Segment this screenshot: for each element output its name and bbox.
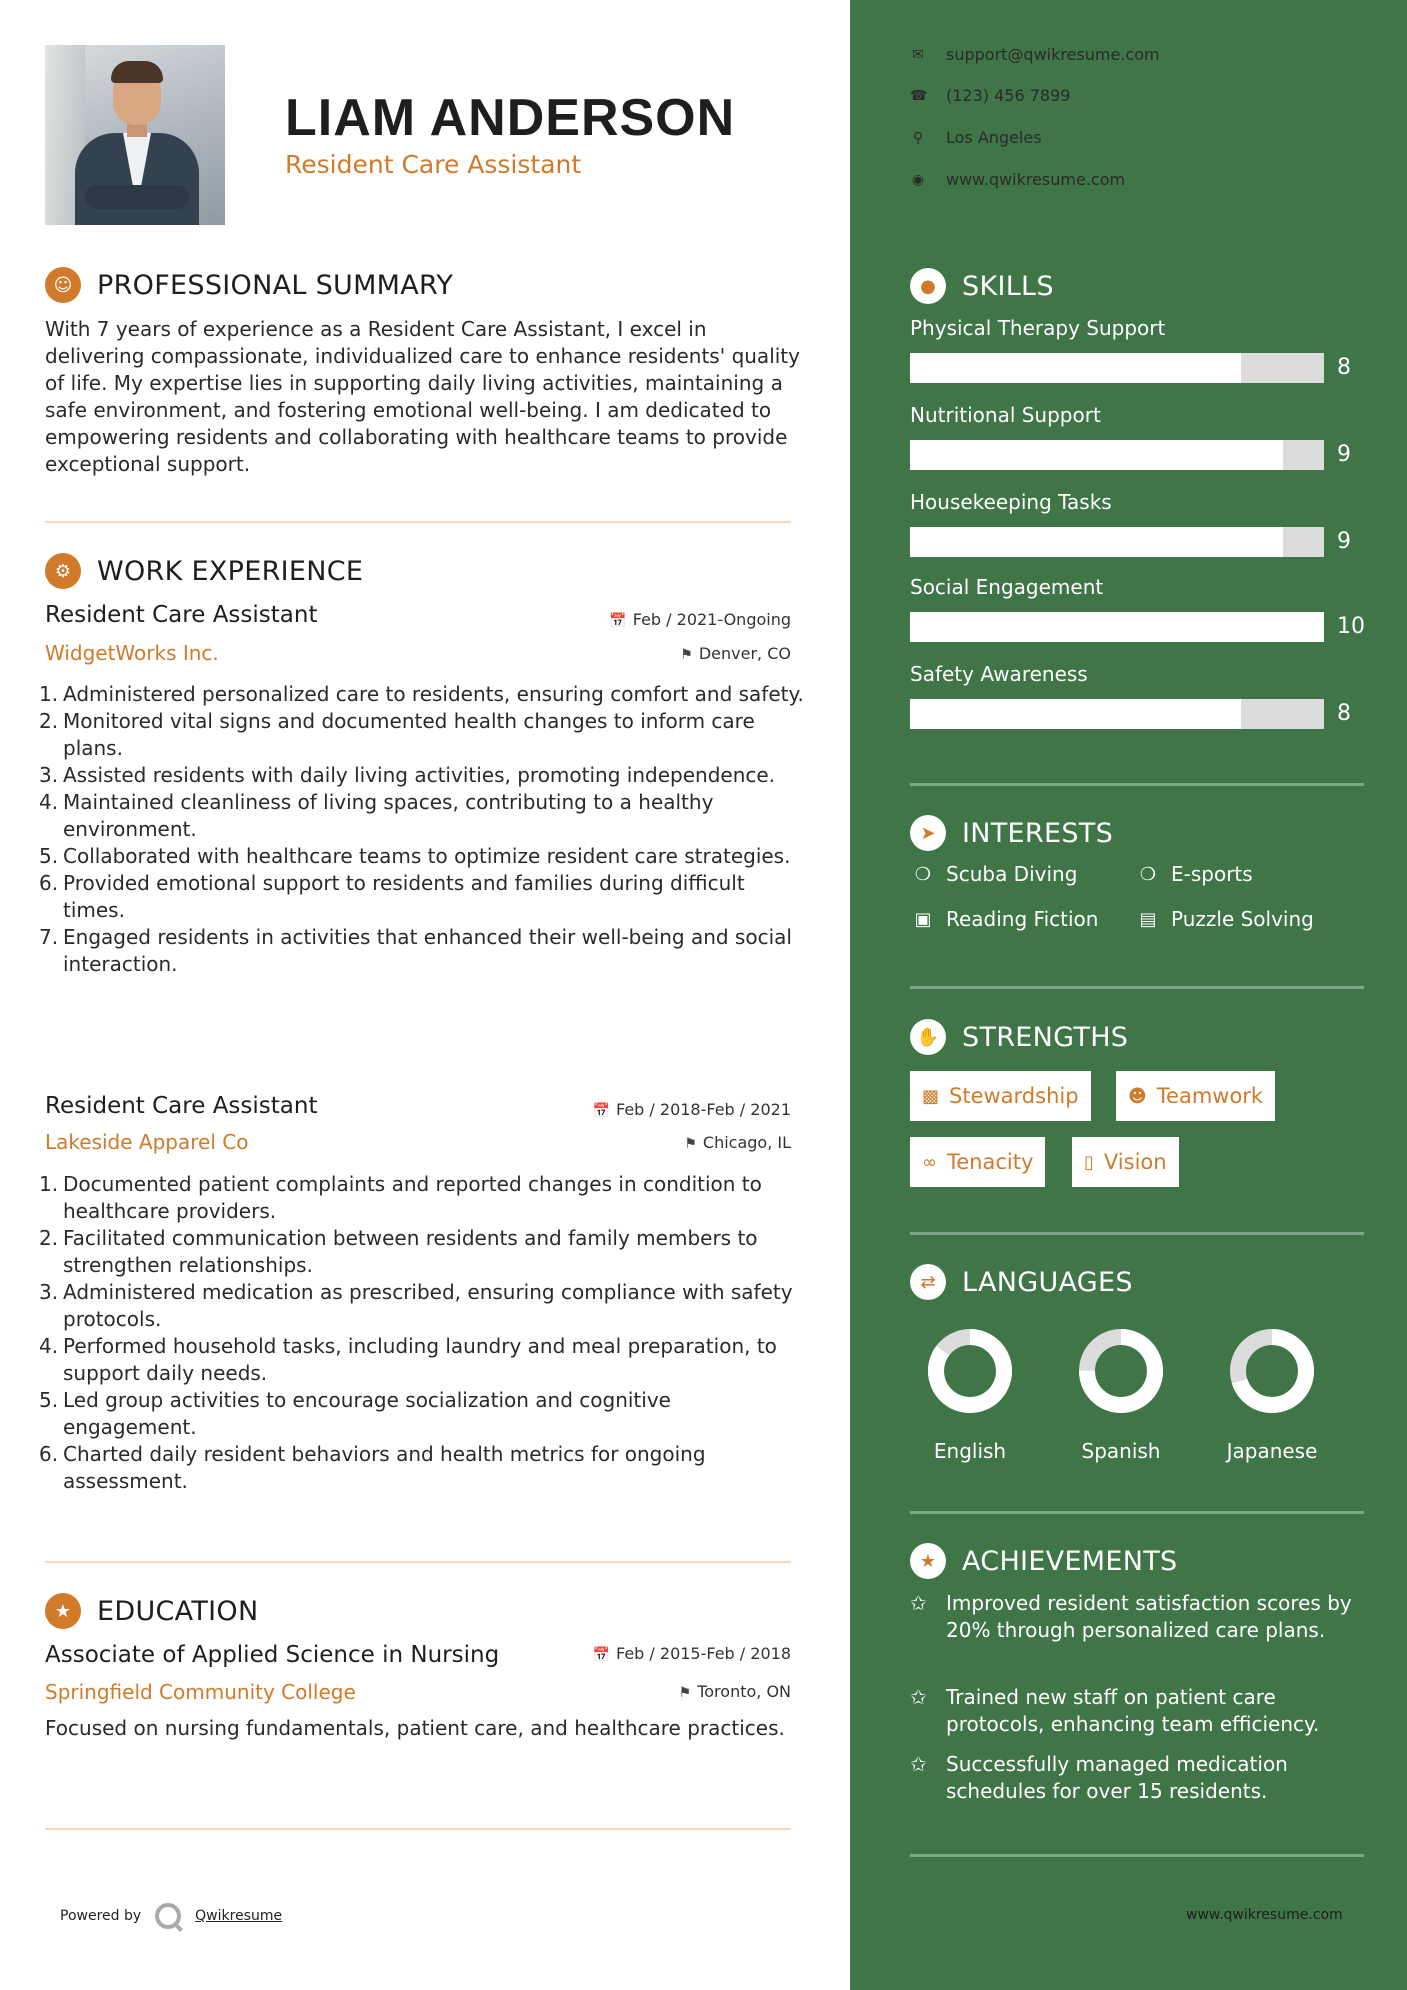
job-title: Resident Care Assistant xyxy=(45,1093,318,1119)
skill-label: Housekeeping Tasks xyxy=(910,490,1112,514)
briefcase-icon: ▩ xyxy=(922,1085,940,1107)
divider xyxy=(910,1511,1364,1514)
education-section-header xyxy=(45,1593,258,1629)
skill-bar-fill xyxy=(910,527,1283,557)
globe-icon: ◉ xyxy=(911,171,925,188)
interests-heading: INTERESTS xyxy=(962,817,1114,849)
job-duties-list xyxy=(39,1171,809,1495)
interests-section-header xyxy=(910,815,1113,851)
list-item: 1. Administered personalized care to residents, ensuring comfort and safety. xyxy=(39,682,804,706)
skill-label: Nutritional Support xyxy=(910,403,1101,427)
powered-by xyxy=(60,1903,282,1929)
hand-icon: ✋ xyxy=(910,1019,946,1055)
divider xyxy=(45,521,791,523)
degree-title: Associate of Applied Science in Nursing xyxy=(45,1642,500,1668)
qwikresume-logo-icon xyxy=(155,1903,181,1929)
life-ring-icon: ❍ xyxy=(914,863,932,885)
divider xyxy=(910,1854,1364,1857)
work-section-header xyxy=(45,553,363,589)
education-location-text: Toronto, ON xyxy=(697,1682,791,1701)
achievement-item: ✩ Successfully managed medication schedules for over 15 residents. xyxy=(910,1752,1288,1803)
list-item: 1. Documented patient complaints and reported changes in condition to healthcare providers. xyxy=(39,1172,762,1223)
achievements-section-header xyxy=(910,1543,1178,1579)
job-date xyxy=(593,1100,791,1119)
language-item xyxy=(900,1327,1040,1463)
user-icon: ☺ xyxy=(45,267,81,303)
language-item xyxy=(1051,1327,1191,1463)
education-location xyxy=(679,1682,791,1701)
job-title: Resident Care Assistant xyxy=(45,602,318,628)
summary-section-header xyxy=(45,267,453,303)
skill-value: 9 xyxy=(1337,442,1351,467)
job-company: Lakeside Apparel Co xyxy=(45,1130,249,1154)
contact-website-text: www.qwikresume.com xyxy=(946,170,1126,189)
skill-bar xyxy=(910,353,1324,383)
calendar-icon: 📅 xyxy=(609,613,627,629)
list-item: 5. Collaborated with healthcare teams to optimize resident care strategies. xyxy=(39,844,791,868)
candidate-name: LIAM ANDERSON xyxy=(285,89,736,147)
contact-phone[interactable] xyxy=(910,86,1070,105)
job-date-text: Feb / 2018-Feb / 2021 xyxy=(616,1100,791,1119)
strength-chip: ▯ Vision xyxy=(1072,1137,1179,1187)
job-date xyxy=(609,610,791,629)
job-duties-list xyxy=(39,681,809,978)
interest-item: ▣ Reading Fiction xyxy=(910,907,1098,931)
skills-heading: SKILLS xyxy=(962,270,1054,302)
translate-icon: ⇄ xyxy=(910,1264,946,1300)
summary-text: With 7 years of experience as a Resident Care Assistant, I excel in delivering compassionate, individualized care to enhance residents' quality of life. My expertise lies in supporting daily living activities, maintaining a safe environment, and fostering emotional well-being. I am dedicated to empowering residents and collaborating with healthcare teams to provide exceptional support. xyxy=(45,317,800,476)
strength-chip: ☻ Teamwork xyxy=(1116,1071,1275,1121)
pin-icon: ⚑ xyxy=(684,1136,697,1152)
language-label: English xyxy=(933,1439,1007,1463)
interest-item: ▤ Puzzle Solving xyxy=(1135,907,1314,931)
contact-location-text: Los Angeles xyxy=(946,128,1042,147)
list-item: 6. Charted daily resident behaviors and health metrics for ongoing assessment. xyxy=(39,1442,706,1493)
list-item: 3. Administered medication as prescribed, ensuring compliance with safety protocols. xyxy=(39,1280,793,1331)
phone-icon: ☎ xyxy=(910,87,928,104)
divider xyxy=(910,1232,1364,1235)
divider xyxy=(910,783,1364,786)
list-item: 6. Provided emotional support to residents and families during difficult times. xyxy=(39,871,745,922)
strength-chip: ▩ Stewardship xyxy=(910,1071,1091,1121)
star-icon: ✩ xyxy=(910,1752,927,1776)
job-location-text: Chicago, IL xyxy=(702,1133,791,1152)
skill-label: Safety Awareness xyxy=(910,662,1088,686)
pin-icon: ⚑ xyxy=(680,647,693,663)
achievement-item: ✩ Improved resident satisfaction scores by 20% through personalized care plans. xyxy=(910,1591,1352,1642)
education-date xyxy=(593,1644,791,1663)
job-date-text: Feb / 2021-Ongoing xyxy=(632,610,791,629)
skill-bar xyxy=(910,612,1324,642)
skill-label: Physical Therapy Support xyxy=(910,316,1166,340)
star-badge-icon: ★ xyxy=(910,1543,946,1579)
language-ring xyxy=(1077,1327,1165,1415)
users-icon: ☻ xyxy=(1128,1085,1147,1107)
envelope-icon: ✉ xyxy=(912,46,924,63)
contact-email[interactable] xyxy=(910,45,1160,64)
language-ring xyxy=(1228,1327,1316,1415)
gamepad-icon: ▣ xyxy=(914,908,932,930)
divider xyxy=(45,1828,791,1830)
list-item: 4. Performed household tasks, including laundry and meal preparation, to support daily needs. xyxy=(39,1334,777,1385)
contact-email-text: support@qwikresume.com xyxy=(946,45,1160,64)
skill-bar-fill xyxy=(910,440,1283,470)
strengths-heading: STRENGTHS xyxy=(962,1021,1129,1053)
divider xyxy=(45,1561,791,1563)
languages-heading: LANGUAGES xyxy=(962,1266,1133,1298)
skill-value: 9 xyxy=(1337,529,1351,554)
education-description: Focused on nursing fundamentals, patient care, and healthcare practices. xyxy=(45,1716,785,1740)
life-ring-icon: ❍ xyxy=(1139,863,1157,885)
location-pin-icon: ⚲ xyxy=(912,129,924,146)
link-icon: ∞ xyxy=(922,1151,937,1173)
briefcase-icon: ⚙ xyxy=(45,553,81,589)
languages-section-header xyxy=(910,1264,1133,1300)
summary-heading: PROFESSIONAL SUMMARY xyxy=(97,269,454,301)
pin-icon: ⚑ xyxy=(678,1685,692,1701)
book-icon: ▤ xyxy=(1139,908,1157,930)
lightbulb-icon: ● xyxy=(910,268,946,304)
work-heading: WORK EXPERIENCE xyxy=(97,555,364,587)
contact-location xyxy=(910,128,1042,147)
skill-value: 10 xyxy=(1337,614,1365,639)
list-item: 2. Monitored vital signs and documented health changes to inform care plans. xyxy=(39,709,755,760)
powered-by-label: Powered by xyxy=(60,1908,142,1924)
footer-website[interactable]: www.qwikresume.com xyxy=(1186,1907,1343,1923)
strength-chip: ∞ Tenacity xyxy=(910,1137,1045,1187)
language-ring xyxy=(926,1327,1014,1415)
graduation-cap-icon: ★ xyxy=(45,1593,81,1629)
paper-plane-icon: ➤ xyxy=(910,815,946,851)
interest-item: ❍ E-sports xyxy=(1135,862,1253,886)
language-item xyxy=(1202,1327,1342,1463)
interest-item: ❍ Scuba Diving xyxy=(910,862,1077,886)
skill-bar-fill xyxy=(910,699,1241,729)
list-item: 3. Assisted residents with daily living activities, promoting independence. xyxy=(39,763,776,787)
strengths-section-header xyxy=(910,1019,1128,1055)
achievements-heading: ACHIEVEMENTS xyxy=(962,1545,1178,1577)
education-date-text: Feb / 2015-Feb / 2018 xyxy=(616,1644,791,1663)
list-item: 5. Led group activities to encourage socialization and cognitive engagement. xyxy=(39,1388,671,1439)
education-heading: EDUCATION xyxy=(97,1595,259,1627)
skill-bar xyxy=(910,527,1324,557)
job-location xyxy=(684,1133,791,1152)
contact-phone-text: (123) 456 7899 xyxy=(946,86,1071,105)
skill-bar-fill xyxy=(910,612,1324,642)
skill-bar xyxy=(910,699,1324,729)
school-name: Springfield Community College xyxy=(45,1680,356,1704)
star-icon: ✩ xyxy=(910,1591,927,1615)
job-company: WidgetWorks Inc. xyxy=(45,641,219,665)
qwikresume-link[interactable]: Qwikresume xyxy=(195,1908,283,1924)
skill-bar xyxy=(910,440,1324,470)
candidate-title: Resident Care Assistant xyxy=(285,150,582,179)
binoculars-icon: ▯ xyxy=(1084,1151,1094,1173)
language-label: Spanish xyxy=(1081,1439,1161,1463)
star-icon: ✩ xyxy=(910,1685,927,1709)
job-location xyxy=(680,644,791,663)
calendar-icon: 📅 xyxy=(592,1647,610,1663)
skill-label: Social Engagement xyxy=(910,575,1104,599)
contact-website[interactable] xyxy=(910,170,1125,189)
divider xyxy=(910,986,1364,989)
skill-value: 8 xyxy=(1337,355,1351,380)
list-item: 7. Engaged residents in activities that enhanced their well-being and social interaction. xyxy=(39,925,792,976)
calendar-icon: 📅 xyxy=(592,1103,610,1119)
achievement-item: ✩ Trained new staff on patient care protocols, enhancing team efficiency. xyxy=(910,1685,1320,1736)
skill-value: 8 xyxy=(1337,701,1351,726)
language-label: Japanese xyxy=(1226,1439,1318,1463)
list-item: 4. Maintained cleanliness of living spaces, contributing to a healthy environment. xyxy=(39,790,714,841)
profile-photo xyxy=(45,45,225,225)
skills-section-header xyxy=(910,268,1054,304)
job-location-text: Denver, CO xyxy=(698,644,791,663)
list-item: 2. Facilitated communication between residents and family members to strengthen relationships. xyxy=(39,1226,758,1277)
skill-bar-fill xyxy=(910,353,1241,383)
